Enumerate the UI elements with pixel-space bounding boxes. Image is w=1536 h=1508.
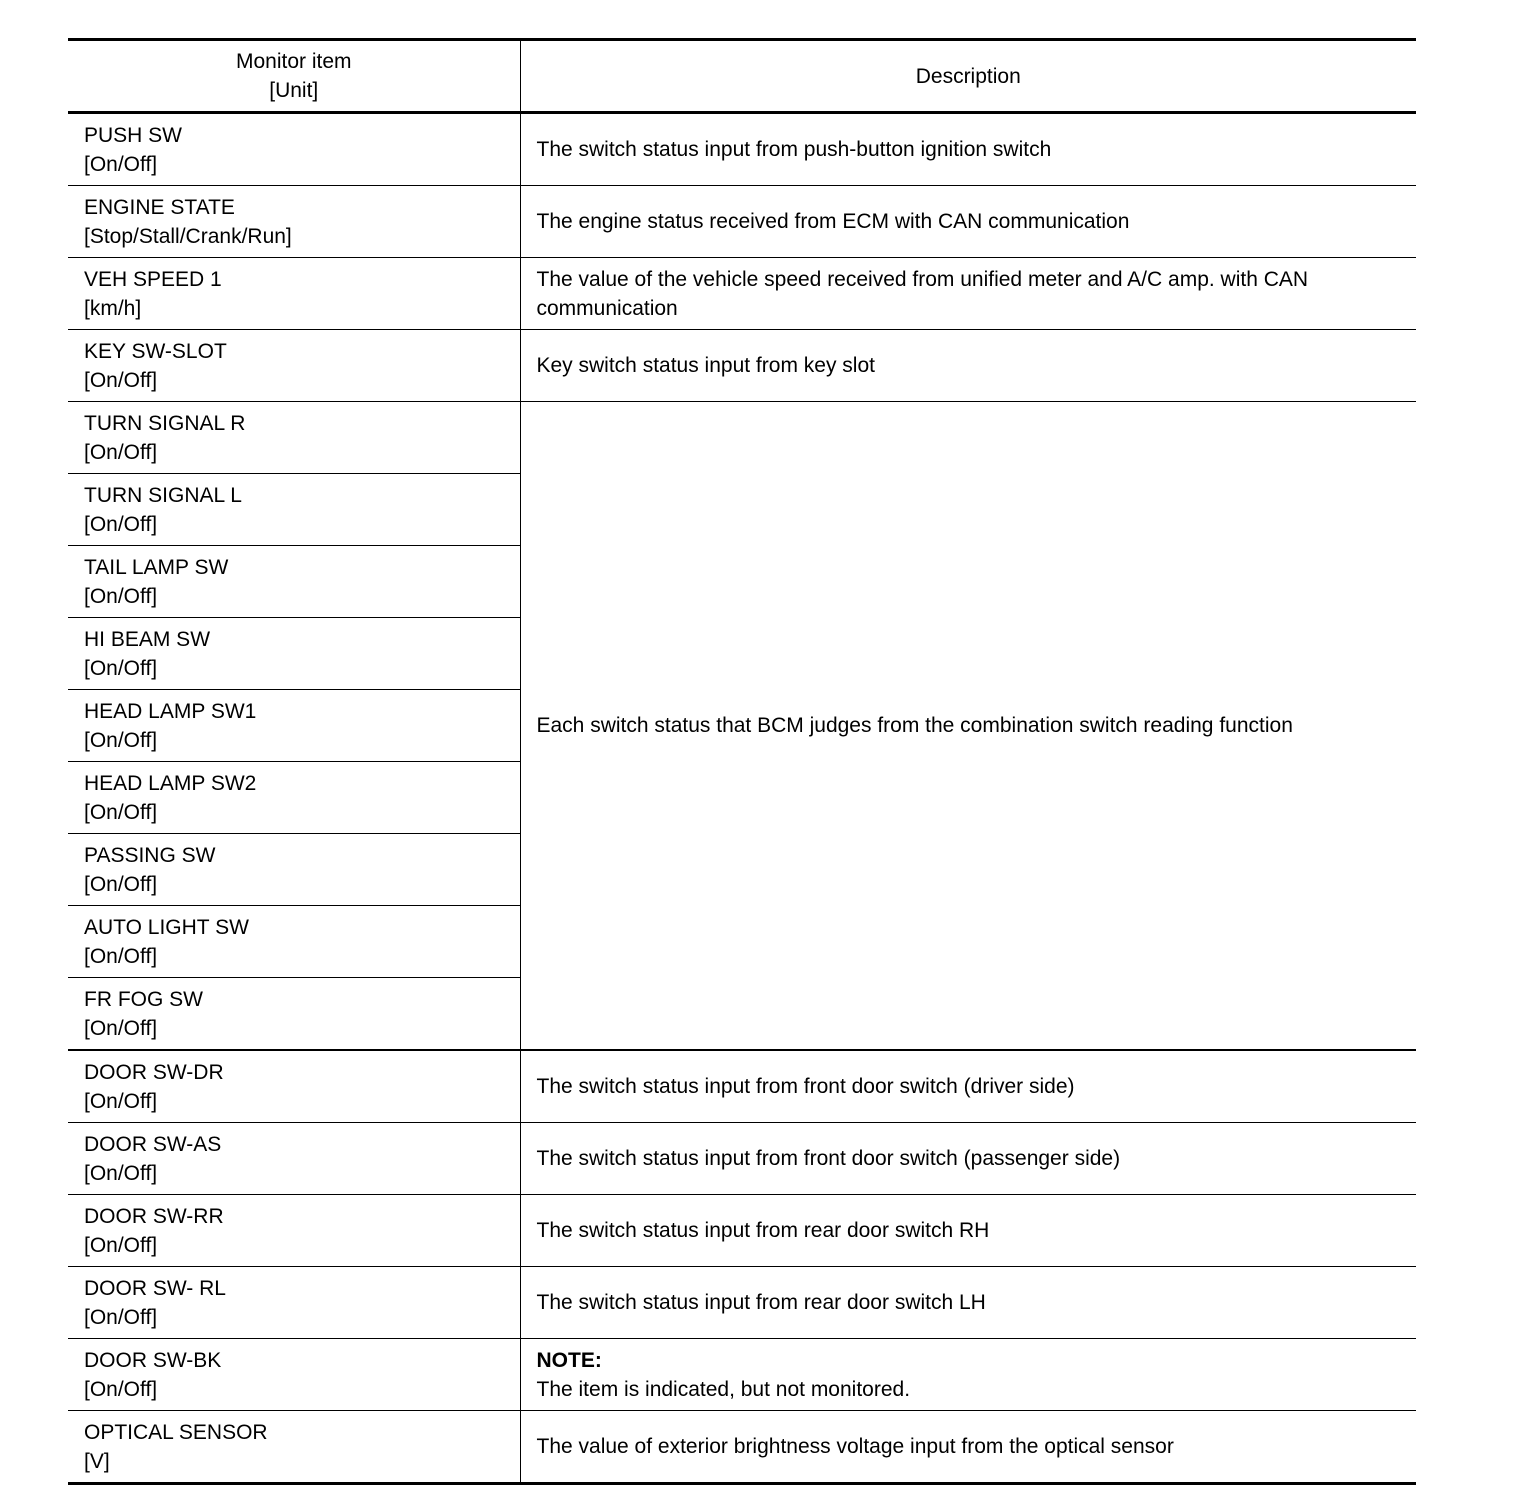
description-cell: The switch status input from rear door switch LH xyxy=(520,1267,1416,1339)
description-cell: The switch status input from rear door switch RH xyxy=(520,1195,1416,1267)
table-row xyxy=(68,1267,1416,1339)
item-name: AUTO LIGHT SW xyxy=(84,915,249,939)
item-unit: [On/Off] xyxy=(84,872,158,896)
monitor-item-cell xyxy=(68,258,520,330)
item-name: DOOR SW-AS xyxy=(84,1132,222,1156)
item-name: PASSING SW xyxy=(84,843,216,867)
item-unit: [On/Off] xyxy=(84,1089,158,1113)
description-cell: The switch status input from front door switch (passenger side) xyxy=(520,1123,1416,1195)
item-name: HI BEAM SW xyxy=(84,627,211,651)
item-name: KEY SW-SLOT xyxy=(84,339,227,363)
item-name: DOOR SW-RR xyxy=(84,1204,224,1228)
monitor-item-cell xyxy=(68,1195,520,1267)
item-unit: [On/Off] xyxy=(84,728,158,752)
table-row xyxy=(68,1123,1416,1195)
monitor-item-cell xyxy=(68,618,520,690)
item-unit: [On/Off] xyxy=(84,944,158,968)
item-unit: [On/Off] xyxy=(84,152,158,176)
item-name: TURN SIGNAL R xyxy=(84,411,246,435)
item-unit: [On/Off] xyxy=(84,1016,158,1040)
header-monitor-item xyxy=(68,40,520,113)
item-unit: [On/Off] xyxy=(84,1161,158,1185)
monitor-item-cell xyxy=(68,402,520,474)
monitor-item-table xyxy=(68,38,1416,1485)
description-cell: The value of exterior brightness voltage input from the optical sensor xyxy=(520,1411,1416,1484)
monitor-item-cell xyxy=(68,546,520,618)
table-row xyxy=(68,258,1416,330)
item-unit: [On/Off] xyxy=(84,440,158,464)
description-cell: The engine status received from ECM with CAN communication xyxy=(520,186,1416,258)
item-unit: [On/Off] xyxy=(84,1305,158,1329)
item-name: ENGINE STATE xyxy=(84,195,235,219)
monitor-item-cell xyxy=(68,1339,520,1411)
monitor-item-cell xyxy=(68,1267,520,1339)
table-row xyxy=(68,1339,1416,1411)
monitor-item-cell xyxy=(68,906,520,978)
item-unit: [On/Off] xyxy=(84,800,158,824)
item-unit: [On/Off] xyxy=(84,584,158,608)
item-name: TURN SIGNAL L xyxy=(84,483,242,507)
table-row xyxy=(68,330,1416,402)
table-row xyxy=(68,1411,1416,1484)
item-name: PUSH SW xyxy=(84,123,183,147)
item-name: OPTICAL SENSOR xyxy=(84,1420,268,1444)
combination-switch-description-cell: Each switch status that BCM judges from the combination switch reading function xyxy=(520,402,1416,1051)
item-name: FR FOG SW xyxy=(84,987,203,1011)
note-text: The item is indicated, but not monitored. xyxy=(536,1377,911,1401)
item-unit: [On/Off] xyxy=(84,656,158,680)
item-name: DOOR SW-DR xyxy=(84,1060,224,1084)
monitor-item-cell xyxy=(68,1123,520,1195)
monitor-item-cell xyxy=(68,330,520,402)
item-unit: [On/Off] xyxy=(84,368,158,392)
item-name: HEAD LAMP SW2 xyxy=(84,771,257,795)
monitor-item-cell xyxy=(68,186,520,258)
monitor-item-cell xyxy=(68,474,520,546)
item-name: TAIL LAMP SW xyxy=(84,555,229,579)
item-unit: [On/Off] xyxy=(84,1377,158,1401)
table-row xyxy=(68,186,1416,258)
monitor-item-cell xyxy=(68,762,520,834)
description-cell: The switch status input from push-button ignition switch xyxy=(536,138,1052,161)
note-description-cell xyxy=(520,1339,1416,1411)
item-name: HEAD LAMP SW1 xyxy=(84,699,257,723)
item-unit: [km/h] xyxy=(84,296,142,320)
item-unit: [Stop/Stall/Crank/Run] xyxy=(84,224,292,248)
item-unit: [V] xyxy=(84,1449,110,1473)
table-header-row xyxy=(68,40,1416,113)
header-description: Description xyxy=(520,40,1416,113)
item-unit: [On/Off] xyxy=(84,512,158,536)
monitor-item-cell xyxy=(68,1050,520,1123)
description-cell: The switch status input from front door switch (driver side) xyxy=(520,1050,1416,1123)
table-row xyxy=(68,1050,1416,1123)
item-name: DOOR SW-BK xyxy=(84,1348,222,1372)
table-row xyxy=(68,113,1416,186)
header-unit-label: [Unit] xyxy=(269,79,319,102)
item-name: VEH SPEED 1 xyxy=(84,267,222,291)
monitor-item-cell xyxy=(68,978,520,1051)
item-name: DOOR SW- RL xyxy=(84,1276,226,1300)
table-row xyxy=(68,1195,1416,1267)
monitor-item-cell xyxy=(68,690,520,762)
note-label: NOTE: xyxy=(536,1348,602,1372)
monitor-item-cell xyxy=(68,113,520,186)
monitor-item-cell xyxy=(68,834,520,906)
item-unit: [On/Off] xyxy=(84,1233,158,1257)
table-row xyxy=(68,402,1416,474)
header-monitor-item-label: Monitor item xyxy=(235,50,352,73)
description-cell: The value of the vehicle speed received from unified meter and A/C amp. with CAN communication xyxy=(520,258,1416,330)
description-cell: Key switch status input from key slot xyxy=(520,330,1416,402)
monitor-item-cell xyxy=(68,1411,520,1484)
